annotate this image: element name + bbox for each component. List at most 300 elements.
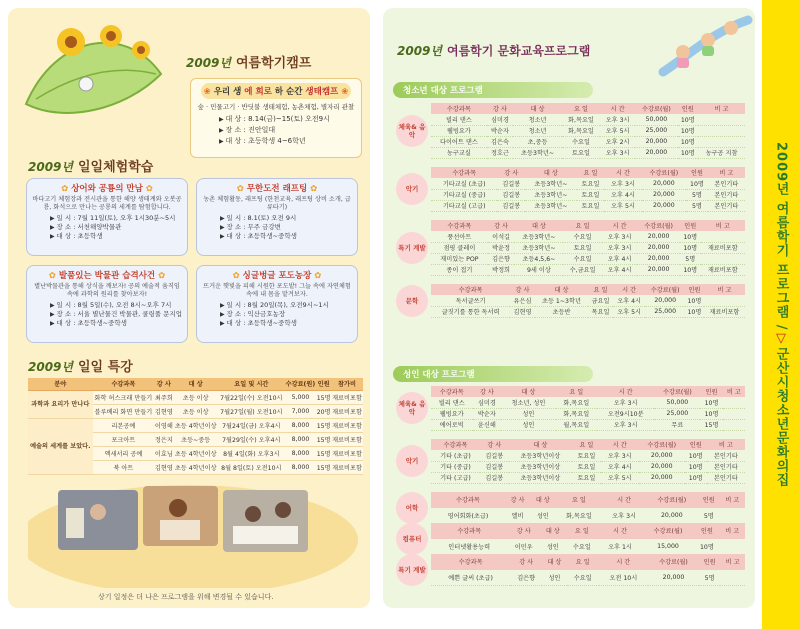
table-cell: 화,목요일 [562,114,600,125]
table-header-row [431,167,745,178]
table-cell: 초등 4학년이상 [173,460,218,474]
col-header: 강 사 [488,220,515,231]
table-cell: 10명 [700,408,722,419]
table-cell: 15명 [316,460,331,474]
table-cell: 15명 [316,432,331,446]
table-cell: 7월29일(수) 오후4시 [218,432,285,446]
table-cell: 화,목요일 [556,408,598,419]
table-cell: 초등3학년이상 [509,472,573,483]
table-header-row [28,378,363,390]
card-detail: ▶ 장 소 : 익산금호농장 [220,310,352,319]
table-cell: 8,000 [285,418,317,432]
table-row [431,136,745,147]
camp-head-part-3: 하 순간 [274,87,303,97]
logo-icon: ▽ [773,330,789,347]
col-header: 수강과목 [431,523,507,539]
table-cell: 본인기타 [708,189,745,200]
table-cell: 20,000 [642,178,687,189]
col-header: 강 사 [505,492,530,508]
table-cell: 15명 [316,390,331,404]
table-cell: 수요일 [562,136,600,147]
table-cell: 20,000 [635,136,677,147]
table-cell: 20,000 [637,253,680,264]
table-cell: 토요일 [572,450,601,461]
table-cell: 5,000 [285,390,317,404]
table-cell: 오후 5시 [613,306,646,317]
col-header: 수강료(월) [648,554,699,570]
special-year: 2009년 [28,360,73,374]
table-cell: 윤신해 [473,419,502,430]
card-detail: ▶ 장 소 : 서천해양박물관 [50,223,182,232]
table-cell: 8월 4일(화) 오후3시 [218,446,285,460]
table-cell: 오후 3시 [602,242,637,253]
table-row [431,306,745,317]
table-row [431,539,745,555]
col-header: 대 상 [542,554,567,570]
table-cell: 20,000 [646,508,698,524]
col-header: 수강료(월) [646,492,698,508]
table-cell: 초등 4학년이상 [173,418,218,432]
card-title: 무한도전 래프팅 [246,184,308,194]
table-cell [723,419,745,430]
table-cell: 유은심 [510,295,535,306]
special-heading: 일일 특강 [78,360,133,375]
col-header: 요 일 [555,492,602,508]
col-header: 인원 [316,378,331,390]
program-group [393,220,748,276]
table-cell: 재료비포함 [704,306,745,317]
table-header-row [431,439,745,450]
col-header: 시 간 [597,386,654,397]
table-cell: 오후 3시 [597,419,654,430]
table-cell: 5명 [680,253,701,264]
table-cell: 15,000 [642,539,694,555]
table-cell: 초등3학년~ [514,242,563,253]
card-detail: ▶ 대 상 : 초등학생 [50,232,182,241]
table-cell: 50,000 [635,114,677,125]
col-header: 수강과목 [93,378,155,390]
table-cell: 김현영 [510,306,535,317]
card-detail: ▶ 대 상 : 초등학생~중학생 [50,319,182,328]
table-cell: 10명 [685,472,707,483]
col-header: 대 상 [509,439,573,450]
table-cell: 이영해 [154,418,173,432]
trip-card-museum: ✿ 발품있는 박물관 습격사건 ✿ 별난박물관을 통해 상식을 깨보자! 공의 예술적 움직임 속에 과학의 원리를 찾아보자! ▶ 일 시 : 8월 5일(수), 오전 8시~오후 7시 ▶ 장 소 : 서울 별난물건 박물관, 쿨링풀 문지업 ▶ 대 상 : 초등학생~중학생 [26,265,188,343]
table-cell: 8,000 [285,432,317,446]
table-cell: 초등3학년~ [513,147,562,158]
table-cell: 빌리 댄스 [431,114,487,125]
special-lecture-table [28,378,363,475]
table-cell: 박윤정 [488,242,515,253]
table-cell: 오후 3시 [602,231,637,242]
table-cell [720,570,745,586]
table-cell: 9세 이상 [514,264,563,275]
col-header: 강 사 [480,439,509,450]
table-cell: 리본공예 [93,418,155,432]
camp-details [197,114,355,147]
col-header: 대 상 [535,284,588,295]
spine-program-text: 2009년 여름학기 프로그램 / [773,142,789,331]
table-cell: 토요일 [572,472,601,483]
table-cell [698,136,745,147]
table-row [431,397,745,408]
table-cell: 다이어트 댄스 [431,136,487,147]
col-header: 비 고 [701,220,745,231]
program-group [393,439,748,484]
adult-program-band: 성인 대상 프로그램 [393,366,593,382]
card-title: 발품있는 박물관 습격사건 [58,271,156,281]
table-cell: 오후 5시 [604,200,641,211]
table-cell: 성인 [501,408,555,419]
table-row [431,408,745,419]
table-cell: 성인 [501,419,555,430]
col-header: 인원 [698,492,720,508]
table-cell: 빌리 댄스 [431,397,473,408]
col-header: 인원 [694,523,719,539]
col-header: 시 간 [599,554,648,570]
group-label-badge: 특기 계발 [396,232,428,264]
table-header-row [431,284,745,295]
table-row [431,242,745,253]
table-cell: 액세서리 공예 [93,446,155,460]
table-cell: 25,000 [645,306,684,317]
table-cell: 20,000 [639,461,685,472]
table-cell: 재료비포함 [331,432,363,446]
table-row [431,264,745,275]
table-cell: 10명 [680,264,701,275]
group-label-badge: 악기 [396,173,428,205]
trip-card-shark-dinosaur: ✿ 상어와 공룡의 만남 ✿ 바다고기 체험장과 전시관을 통한 해양 생태계와 오봇공룡, 화석으로 만나는 공룡의 세계를 탐험합니다. ▶ 일 시 : 7월 11일(토), 오후 1시30분~5시 ▶ 장 소 : 서천해양박물관 ▶ 대 상 : 초등학생 [26,178,188,256]
card-title: 싱글벙글 포도농장 [242,271,312,281]
table-cell: 초등3학년~ [525,189,576,200]
table-cell: 7월24일(금) 오후4시 [218,418,285,432]
col-header: 인원 [686,167,708,178]
table-cell: 성인 [540,539,565,555]
col-header: 대 상 [501,386,555,397]
table-header-row [431,220,745,231]
table-cell: 10명 [700,397,722,408]
table-cell: 오후 4시 [602,253,637,264]
camp-head-part-2: 에 희로 [244,87,272,97]
table-cell: 10명 [678,114,698,125]
col-header: 참가비 [331,378,363,390]
col-header: 강 사 [510,284,535,295]
table-header-row [431,103,745,114]
col-header: 수강료(월) [642,523,694,539]
col-header: 강 사 [507,523,540,539]
table-cell: 20,000 [642,200,687,211]
table-cell: 20,000 [637,264,680,275]
card-detail: ▶ 일 시 : 8월 20일(목), 오전9시~1시 [220,301,352,310]
table-cell [701,253,745,264]
table-cell [723,397,745,408]
table-cell: 이민우 [507,539,540,555]
table-cell: 10명 [685,450,707,461]
table-cell: 심미경 [487,114,513,125]
right-page [383,8,755,608]
table-cell: 오후 5시 [600,125,635,136]
card-description: 농촌 체험활동, 래프팅 (한천교육, 래프팅 상비 소개, 급류타기) [203,196,351,211]
table-cell: 심미경 [473,397,502,408]
col-header: 비 고 [723,386,745,397]
camp-year: 2009년 [186,56,231,70]
col-header: 요일 및 시간 [218,378,285,390]
table-cell: 초등 이상 [173,390,218,404]
table-cell: 수요일 [563,253,601,264]
table-cell: 본인기타 [707,461,745,472]
table-cell: 김은향 [488,253,515,264]
table-cell: 초등3학년이상 [509,461,573,472]
camp-title: 여름학기캠프 [236,56,312,71]
group-label-badge: 문학 [396,285,428,317]
table-cell: 수요일 [563,231,601,242]
table-cell: 정호근 [487,147,513,158]
col-header: 시 간 [604,167,641,178]
table-cell: 화,목요일 [555,508,602,524]
table-cell: 50,000 [654,397,700,408]
table-cell: 기타 (중급) [431,461,480,472]
table-cell: 10명 [694,539,719,555]
table-cell: 20,000 [637,231,680,242]
table-cell [720,539,745,555]
table-cell: 박정희 [488,264,515,275]
program-table [431,167,745,212]
table-row [431,508,745,524]
table-header-row [431,386,745,397]
table-cell: 5명 [686,200,708,211]
daily-exp-year: 2009년 [28,160,73,174]
table-cell: 성인 [530,508,555,524]
table-row [431,253,745,264]
table-cell: 토요일 [572,461,601,472]
table-cell: 20,000 [635,147,677,158]
col-header: 대 상 [540,523,565,539]
table-cell: 토요일 [563,242,601,253]
table-cell: 토요일 [577,200,605,211]
table-cell: 8월 8일(토) 오전10시 [218,460,285,474]
table-cell: 오후 4시 [613,295,646,306]
table-cell: 김은향 [510,570,542,586]
table-cell: 오후 3시 [602,508,645,524]
card-detail: ▶ 장 소 : 서울 별난물건 박물관, 쿨링풀 문지업 [50,310,182,319]
table-cell: 오후 5시 [601,472,639,483]
left-page [8,8,370,608]
table-cell: 북 아트 [93,460,155,474]
col-header: 비 고 [707,439,745,450]
camp-head-part-4: 생태캠프 [305,87,339,97]
table-cell: 풍선아트 [431,231,488,242]
trip-card-rafting: ✿ 무한도전 래프팅 ✿ 농촌 체험활동, 래프팅 (한천교육, 래프팅 상비 소개, 급류타기) ▶ 일 시 : 8.1(토) 오전 9시 ▶ 장 소 : 무주 금강변 ▶ 대 상 : 초등학생~중학생 [196,178,358,256]
table-cell: 기타 (초급) [431,450,480,461]
col-header: 수강과목 [431,439,480,450]
col-header: 시 간 [601,439,639,450]
table-cell: 블루베리 화면 만들기 [93,404,155,418]
table-cell: 월,목요일 [556,419,598,430]
table-cell: 화,목요일 [562,125,600,136]
culture-heading: 여름학기 문화교육프로그램 [447,44,591,58]
program-table [431,386,745,431]
table-cell: 5명 [686,189,708,200]
col-header: 수강과목 [431,386,473,397]
table-cell: 초등~중등 [173,432,218,446]
table-cell: 오후 2시 [600,136,635,147]
program-group [393,103,748,159]
table-cell: 본인기타 [707,450,745,461]
table-cell: 에어로빅 [431,419,473,430]
table-cell: 글짓기를 통한 독서력 [431,306,510,317]
table-cell: 오후 3시 [597,397,654,408]
table-cell: 20명 [316,404,331,418]
table-cell: 본인기타 [707,472,745,483]
camp-detail: ▶ 장 소 : 진안일대 [219,125,355,136]
table-cell: 웰빙요가 [431,408,473,419]
table-cell: 15명 [316,418,331,432]
table-row [431,472,745,483]
spine-org-name: 군산시청소년문화의집 [773,346,789,487]
table-cell: 10명 [685,306,704,317]
table-cell: 20,000 [645,295,684,306]
table-cell: 농구공 지참 [698,147,745,158]
col-header: 수강료(월) [654,386,700,397]
table-cell: 20,000 [639,472,685,483]
table-cell: 김길봉 [480,461,509,472]
col-header: 요 일 [567,554,599,570]
table-cell: 박순자 [487,125,513,136]
table-cell: 초등 이상 [173,404,218,418]
col-header: 수강료(원) [285,378,317,390]
table-cell: 오전9시10분 [597,408,654,419]
table-row [431,178,745,189]
table-cell: 박순자 [473,408,502,419]
col-header: 수강과목 [431,220,488,231]
camp-detail: ▶ 대 상 : 초등학생 4~6학년 [219,136,355,147]
table-row [431,189,745,200]
program-group [393,284,748,318]
table-cell: 오후 3시 [600,114,635,125]
schedule-change-note: 상기 일정은 더 나은 프로그램을 위해 변경될 수 있습니다. [98,593,274,601]
camp-section-title [186,52,311,71]
card-detail: ▶ 대 상 : 초등학생~중학생 [220,319,352,328]
table-cell: 5명 [698,508,720,524]
col-header: 시 간 [602,492,645,508]
col-header: 비 고 [708,167,745,178]
table-row [431,125,745,136]
card-description: 뜨거운 햇빛을 피해 시원한 포도밭! 그늘 속에 자연체험 속에 내 몸을 맡겨보자. [203,283,351,298]
trip-card-grape-farm: ✿ 싱글벙글 포도농장 ✿ 뜨거운 햇빛을 피해 시원한 포도밭! 그늘 속에 자연체험 속에 내 몸을 맡겨보자. ▶ 일 시 : 8월 20일(목), 오전9시~1시 ▶ 장 소 : 익산금호농장 ▶ 대 상 : 초등학생~중학생 [196,265,358,343]
table-cell: 오후 4시 [601,461,639,472]
table-cell: 20,000 [637,242,680,253]
col-header: 시 간 [602,220,637,231]
col-header: 비 고 [720,554,745,570]
table-cell: 청소년 [513,125,562,136]
table-cell: 10명 [686,178,708,189]
program-group [393,386,748,431]
table-cell: 화학 허스크래 만들기 [93,390,155,404]
table-cell: 수요일 [566,539,599,555]
right-page-title [397,42,590,59]
table-cell: 토요일 [562,147,600,158]
table-row [431,147,745,158]
table-cell: 7월27일(월) 오전10시 [218,404,285,418]
table-cell: 초등3학년이상 [509,450,573,461]
table-cell: 오후 3시 [600,147,635,158]
col-header: 수강과목 [431,284,510,295]
table-cell: 이석길 [488,231,515,242]
table-cell: 10명 [685,461,707,472]
culture-year: 2009년 [397,44,442,58]
table-row [28,418,363,432]
card-detail: ▶ 장 소 : 무주 금강변 [220,223,352,232]
table-cell: 10명 [678,136,698,147]
table-cell: 20,000 [648,570,699,586]
table-cell [723,408,745,419]
table-cell: 5명 [699,570,720,586]
col-header: 강 사 [154,378,173,390]
table-row [431,419,745,430]
table-cell: 이효님 [154,446,173,460]
table-cell: 20,000 [642,189,687,200]
col-header: 수강료(월) [637,220,680,231]
table-row [431,200,745,211]
table-cell: 오후 4시 [602,264,637,275]
col-header: 요 일 [577,167,605,178]
table-cell: 10명 [685,295,704,306]
camp-head-part-1: 우리 생 [213,87,242,97]
col-header: 수강과목 [431,492,505,508]
program-group [393,554,748,586]
table-cell: 초등3학년~ [514,231,563,242]
program-table [431,523,745,555]
table-cell: 화,목요일 [556,397,598,408]
col-header: 인원 [685,284,704,295]
program-group [393,492,748,524]
table-cell: 재미있는 POP [431,253,488,264]
table-row [431,570,745,586]
col-header: 대 상 [514,220,563,231]
col-header: 강 사 [487,103,513,114]
table-cell: 성인 [542,570,567,586]
col-header: 강 사 [510,554,542,570]
daily-exp-title [28,156,153,175]
table-cell: 재료비포함 [701,264,745,275]
card-description: 별난박물관을 통해 상식을 깨보자! 공의 예술적 움직임 속에 과학의 원리를 찾아보자! [34,283,180,298]
camp-detail: ▶ 대 상 : 8.14(금)~15(토) 오전9시 [219,114,355,125]
col-header: 인원 [678,103,698,114]
table-cell: 김길봉 [497,189,525,200]
group-label-badge: 체육& 음악 [396,392,428,424]
table-cell: 10명 [680,231,701,242]
program-table [431,492,745,524]
table-row [431,114,745,125]
table-cell: 기타교실 (고급) [431,200,497,211]
col-header: 시 간 [600,103,635,114]
col-header: 수강료(월) [645,284,684,295]
camp-headline: ❀ 우리 생 에 희로 하 순간 생태캠프 ❀ [201,83,351,99]
table-cell: 10명 [678,125,698,136]
table-cell: 8,000 [285,460,317,474]
table-row [431,461,745,472]
program-table [431,439,745,484]
col-header: 수강료(월) [639,439,685,450]
program-table [431,284,745,318]
sunflower-leaf-illustration [16,14,166,124]
table-cell: 토요일 [577,178,605,189]
table-cell: 기타 (고급) [431,472,480,483]
table-cell [698,125,745,136]
table-cell: 오후 4시 [604,189,641,200]
program-table [431,554,745,586]
col-header: 강 사 [497,167,525,178]
